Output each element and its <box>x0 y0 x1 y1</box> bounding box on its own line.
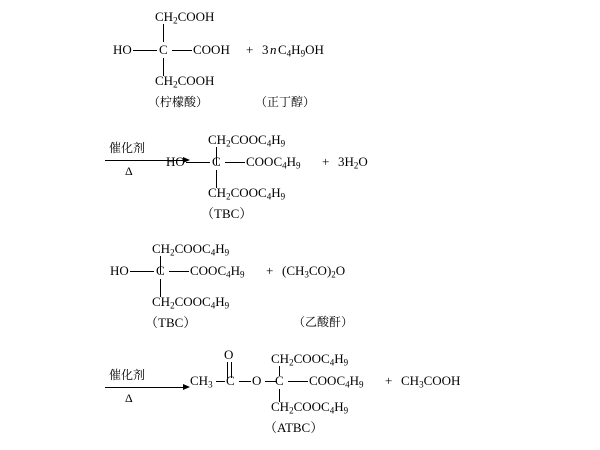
p2-acetic-acid: $CH_3COOH$ <box>401 373 461 390</box>
r2-middle-ho: HO <box>110 263 129 278</box>
r1-coefficient-italic: n <box>270 42 277 57</box>
p2-bottom-group: $CH_2COOC_4H_9$ <box>271 399 349 416</box>
p2-bond-carbonyl-oxygen <box>239 381 251 382</box>
p2-label-atbc: （ATBC） <box>264 420 324 435</box>
r2-label-tbc: （TBC） <box>145 315 197 330</box>
p2-acetyl-carbon: C <box>226 373 235 388</box>
p2-carbonyl-oxygen: O <box>224 347 234 362</box>
p2-plus: + <box>385 373 393 388</box>
p1-plus: + <box>322 154 330 169</box>
r1-middle-carbon: C <box>159 42 168 57</box>
arrow-2 <box>105 368 187 405</box>
r1-butanol: $C_4H_9OH$ <box>278 42 324 59</box>
arrow-2-heat-label: Δ <box>125 391 133 405</box>
r1-top-group <box>155 10 214 25</box>
r2-top-group: $CH_2COOC_4H_9$ <box>152 241 230 258</box>
p2-ester-oxygen: O <box>252 373 262 388</box>
arrow-2-catalyst-label: 催化剂 <box>109 368 146 382</box>
arrow-2-head <box>183 384 190 390</box>
r1-label-citric-acid: （柠檬酸） <box>148 95 209 109</box>
r2-bottom-group: $CH_2COOC_4H_9$ <box>152 294 230 311</box>
p1-top-group: $CH_2COOC_4H_9$ <box>208 132 286 149</box>
p1-water: $3H_2O$ <box>338 154 368 171</box>
r1-bond-top-vertical <box>163 24 164 42</box>
r1-coefficient: 3 <box>262 42 269 57</box>
p2-center-carbon: C <box>275 373 284 388</box>
p1-label-tbc: （TBC） <box>201 206 253 221</box>
p1-middle-ho: HO <box>166 154 185 169</box>
arrow-2-line <box>105 387 187 388</box>
r2-bond-c-ester <box>169 271 189 272</box>
r1-bond-ho-c <box>133 50 157 51</box>
r1-plus: + <box>246 42 254 57</box>
arrow-1-catalyst-label: 催化剂 <box>109 141 146 155</box>
r1-bottom-group: $CH_2COOH$ <box>155 73 215 90</box>
p2-acetyl-methyl: $CH_3$ <box>190 373 213 390</box>
arrow-1-heat-label: Δ <box>125 164 133 178</box>
p1-middle-ester: $COOC_4H_9$ <box>246 154 301 171</box>
r1-bond-c-cooh <box>172 50 192 51</box>
p1-bond-ho-c <box>186 162 210 163</box>
r2-middle-ester: $COOC_4H_9$ <box>190 263 245 280</box>
r2-middle-carbon: C <box>156 263 165 278</box>
p2-bond-methyl-carbonyl <box>216 381 225 382</box>
r1-middle-ho: HO <box>113 42 132 57</box>
r1-middle-cooh: COOH <box>193 42 230 57</box>
r2-bond-ho-c <box>130 271 154 272</box>
r2-anhydride: $(CH_3CO)_2O$ <box>282 263 346 280</box>
r2-label-acetic-anhydride: （乙酸酐） <box>293 315 354 329</box>
p2-bond-c-ester <box>288 381 308 382</box>
p1-bond-c-ester <box>225 162 245 163</box>
p1-bottom-group: $CH_2COOC_4H_9$ <box>208 185 286 202</box>
p2-middle-ester: $COOC_4H_9$ <box>309 373 364 390</box>
p2-top-group: $CH_2COOC_4H_9$ <box>271 351 349 368</box>
r1-top-text: $CH_2COOH$ <box>155 9 215 26</box>
r1-label-butanol: （正丁醇） <box>255 95 316 109</box>
r2-plus: + <box>266 263 274 278</box>
p1-middle-carbon: C <box>212 154 221 169</box>
